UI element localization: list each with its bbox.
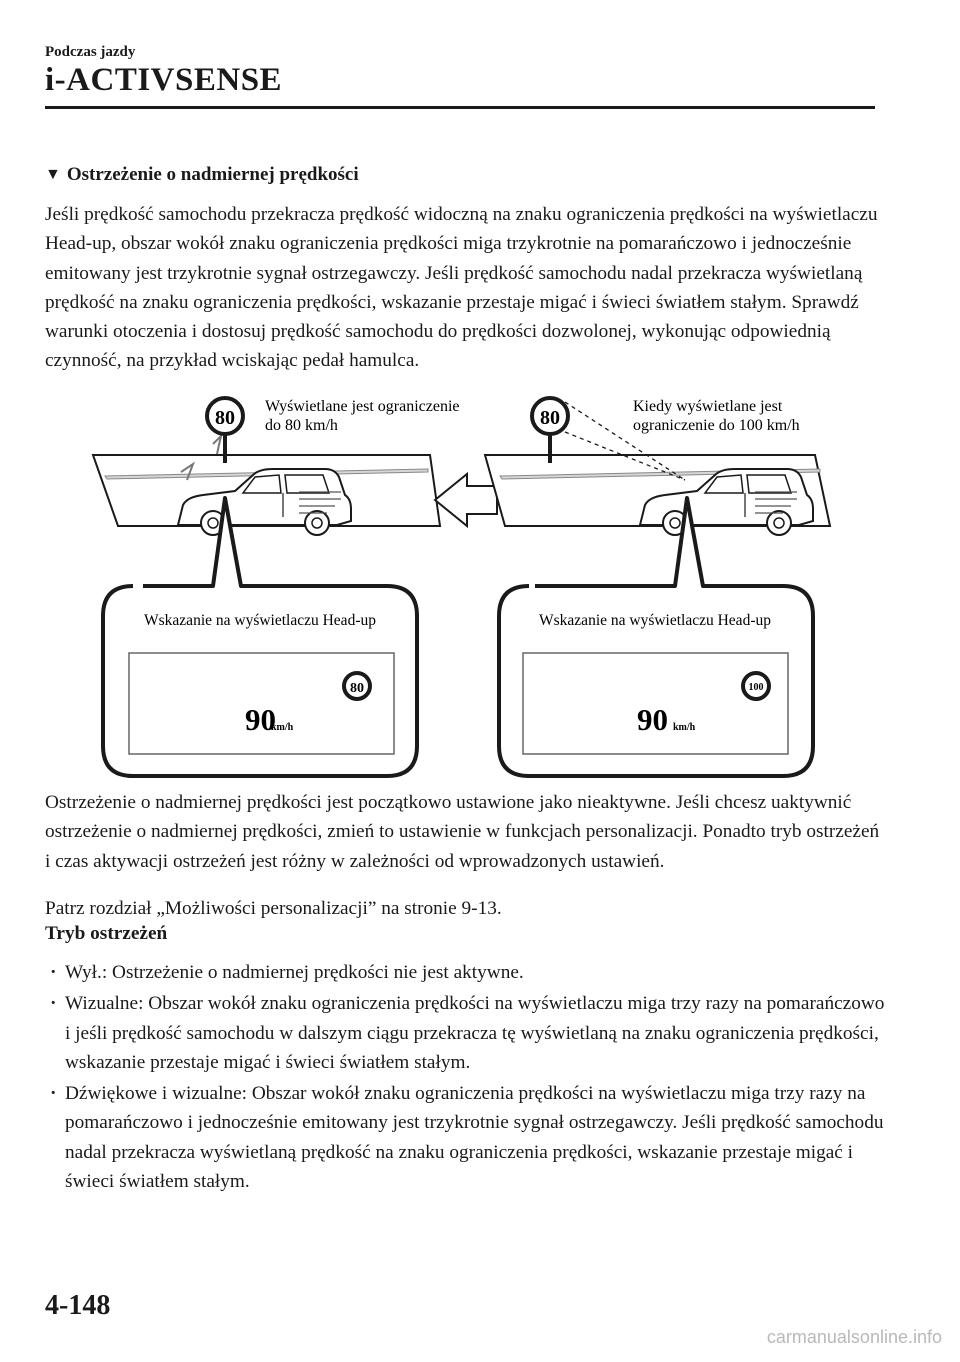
left-scene [93,398,460,535]
left-hud-label: Wskazanie na wyświetlaczu Head-up [144,612,376,629]
right-caption-line1: Kiedy wyświetlane jest [633,398,783,415]
mode-item-off: · Wył.: Ostrzeżenie o nadmiernej prędkości nie jest aktywne. [45,958,885,987]
left-hud-speed: 90 [245,702,276,737]
right-scene [485,398,830,535]
overspeed-warning-figure [45,388,885,788]
watermark: carmanualsonline.info [766,1327,942,1347]
left-hud-unit: km/h [271,722,294,733]
mode-item-audio-visual: · Dźwiękowe i wizualne: Obszar wokół znaku ograniczenia prędkości na wyświetlaczu miga trzy razy na pomarańczowo i jednocześnie emitowany jest trzykrotnie sygnał ostrzegawczy. Jeśli prędkość samochodu nadal przekracza wyświetlaną prędkość na znaku ograniczenia prędkości, wskazanie przestaje migać i świeci światłem stałym. [45,1079,885,1196]
section-heading-text: Ostrzeżenie o nadmiernej prędkości [66,164,359,185]
triangle-bullet-icon: ▼ [45,166,61,183]
paragraph-reference: Patrz rozdział „Możliwości personalizacji” na stronie 9-13. [45,898,502,919]
right-caption-line2: ograniczenie do 100 km/h [633,417,800,434]
right-hud-callout [499,498,813,776]
left-arrow-icon [435,474,497,526]
right-hud-speed: 90 [637,702,668,737]
breadcrumb: Podczas jazdy [45,44,136,60]
left-sign-value: 80 [215,407,235,429]
header-rule [45,106,875,109]
left-hud-sign-value: 80 [350,681,364,696]
warning-sound-icon-2 [213,436,221,454]
page-number: 4-148 [45,1290,111,1321]
mode-item-visual: · Wizualne: Obszar wokół znaku ograniczenia prędkości na wyświetlaczu miga trzy razy na pomarańczowo i jeśli prędkość samochodu w dalszym ciągu przekracza tę wyświetlaną na znaku ograniczenia prędkości, wskazanie przestaje migać i świeci światłem stałym. [45,989,885,1077]
chapter-title: i-ACTIVSENSE [45,62,283,98]
warning-mode-list [45,958,885,1198]
right-hud-sign-value: 100 [748,682,764,693]
right-hud-unit: km/h [673,722,696,733]
section-heading [45,164,359,186]
right-sign-value: 80 [540,407,560,429]
paragraph-intro: Jeśli prędkość samochodu przekracza prędkość widoczną na znaku ograniczenia prędkości na wyświetlaczu Head-up, obszar wokół znaku ograniczenia prędkości miga trzykrotnie na pomarańczowo i jednocześnie emitowany jest trzykrotnie sygnał ostrzegawczy. Jeśli prędkość samochodu nadal przekracza wyświetlaną prędkość na znaku ograniczenia prędkości, wskazanie przestaje migać i świeci światłem stałym. Sprawdź warunki otoczenia i dostosuj prędkość samochodu do prędkości dozwolonej, wykonując odpowiednią czynność, na przykład wciskając pedał hamulca. [45,204,878,372]
paragraph-default-setting: Ostrzeżenie o nadmiernej prędkości jest początkowo ustawione jako nieaktywne. Jeśli chcesz uaktywnić ostrzeżenie o nadmiernej prędkości, zmień to ustawienie w funkcjach personalizacji. Ponadto tryb ostrzeżeń i czas aktywacji ostrzeżeń jest różny w zależności od wprowadzonych ustawień. [45,792,880,872]
left-caption-line2: do 80 km/h [265,417,338,434]
warning-mode-title: Tryb ostrzeżeń [45,923,168,944]
left-hud-callout [103,498,417,776]
left-caption-line1: Wyświetlane jest ograniczenie [265,398,460,415]
right-hud-label: Wskazanie na wyświetlaczu Head-up [539,612,771,629]
